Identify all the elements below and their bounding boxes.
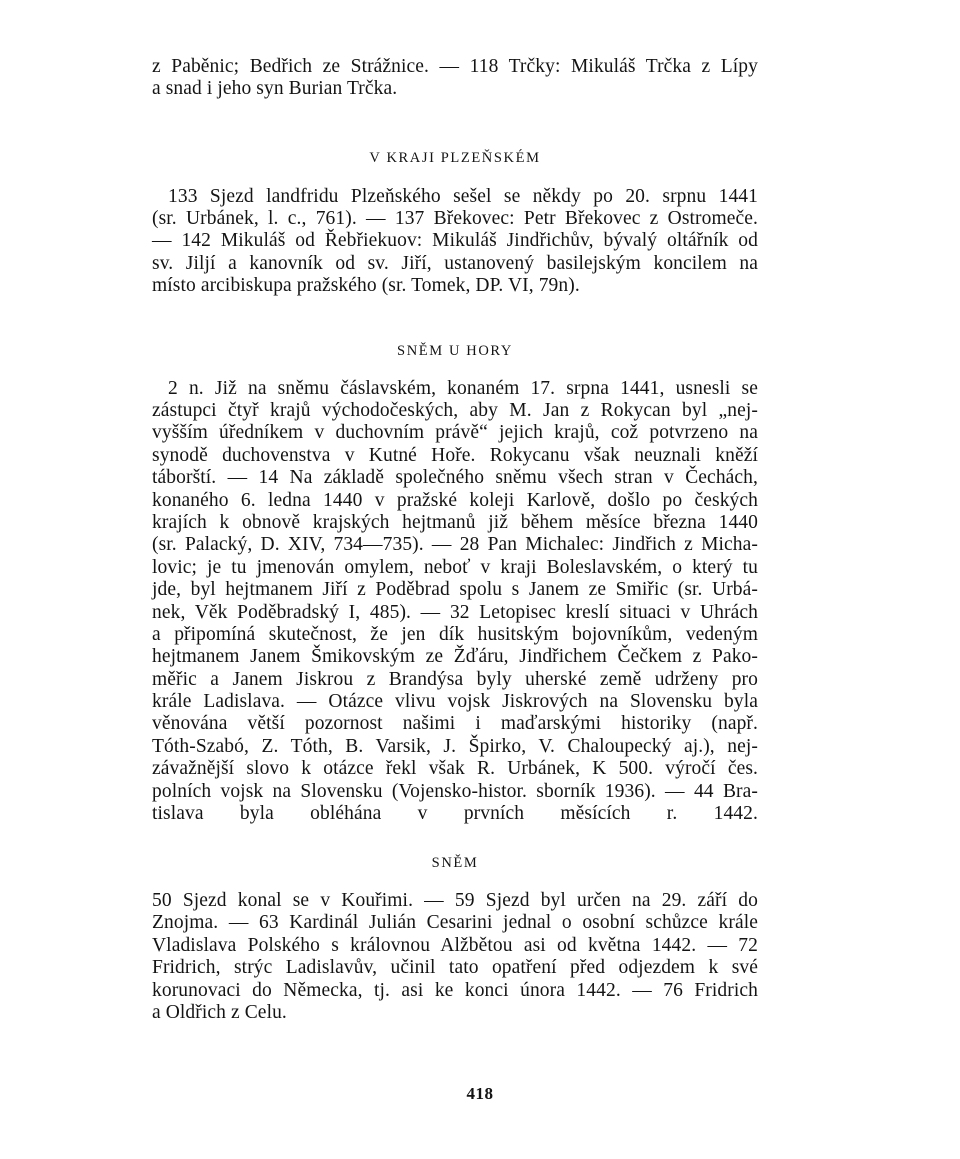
text-line: táborští. — 14 Na základě společného sněmu všech stran v Čechách, (152, 467, 758, 489)
paragraph-snem-u-hory-cont (152, 400, 758, 825)
continuation-paragraph (152, 56, 758, 101)
text-line: a snad i jeho syn Burian Trčka. (152, 78, 398, 100)
paragraph-snem-u-hory (168, 378, 758, 400)
text-line: a připomíná skutečnost, že jen dík husitským bojovníkům, vedeným (152, 623, 758, 645)
text-line: 133 Sjezd landfridu Plzeňského sešel se někdy po 20. srpnu 1441 (168, 186, 758, 207)
text-line: (sr. Palacký, D. XIV, 734—735). — 28 Pan Michalec: Jindřich z Micha- (152, 534, 758, 556)
text-line: konaného 6. ledna 1440 v pražské koleji Karlově, došlo po českých (152, 489, 758, 511)
text-line: z Paběnic; Bedřich ze Strážnice. — 118 Trčky: Mikuláš Trčka z Lípy (152, 56, 758, 77)
text-line: hejtmanem Janem Šmikovským ze Žďáru, Jindřichem Čečkem z Pako- (152, 646, 758, 668)
text-line: místo arcibiskupa pražského (sr. Tomek, DP. VI, 79n). (152, 275, 580, 297)
text-line: nek, Věk Poděbradský I, 485). — 32 Letopisec kreslí situaci v Uhrách (152, 601, 758, 623)
text-line: — 142 Mikuláš od Řebřiekuov: Mikuláš Jindřichův, bývalý oltářník od (152, 230, 758, 252)
text-line: krajích k obnově krajských hejtmanů již během měsíce března 1440 (152, 511, 758, 533)
text-line: synodě duchovenstva v Kutné Hoře. Rokycanu však neuznali kněží (152, 444, 758, 466)
text-line: lovic; je tu jmenován omylem, neboť v kraji Boleslavském, o který tu (152, 556, 758, 578)
text-line: Znojma. — 63 Kardinál Julián Cesarini jednal o osobní schůzce krále (152, 912, 758, 934)
text-line: Vladislava Polského s královnou Alžbětou asi od května 1442. — 72 (152, 934, 758, 956)
text-line: měřic a Janem Jiskrou z Brandýsa byly uherské země udrženy pro (152, 668, 758, 690)
text-line: 2 n. Již na sněmu čáslavském, konaném 17. srpna 1441, usnesli se (168, 378, 758, 399)
text-line: jde, byl hejtmanem Jiří z Poděbrad spolu s Janem ze Smiřic (sr. Urbá- (152, 579, 758, 601)
paragraph-plzensko (168, 186, 758, 208)
text-line: a Oldřich z Celu. (152, 1001, 287, 1023)
text-line: vyšším úředníkem v duchovním právě“ jejich krajů, což potvrzeno na (152, 422, 758, 444)
text-line: Fridrich, strýc Ladislavův, učinil tato opatření před odjezdem k své (152, 957, 758, 979)
text-line: korunovaci do Německa, tj. asi ke konci února 1442. — 76 Fridrich (152, 979, 758, 1001)
text-line: tislava byla obléhána v prvních měsících r. 1442. (152, 803, 758, 825)
section-heading-snem: SNĚM (431, 855, 479, 871)
text-line: (sr. Urbánek, l. c., 761). — 137 Břekovec: Petr Břekovec z Ostromeče. (152, 208, 758, 229)
section-heading-snem-u-hory: SNĚM U HORY (397, 343, 513, 359)
paragraph-snem (152, 890, 758, 1024)
text-line: zástupci čtyř krajů východočeských, aby M. Jan z Rokycan byl „nej- (152, 400, 758, 421)
text-line: polních vojsk na Slovensku (Vojensko-histor. sborník 1936). — 44 Bra- (152, 780, 758, 802)
text-line: věnována větší pozornost našimi i maďarskými historiky (např. (152, 713, 758, 735)
text-line: 50 Sjezd konal se v Kouřimi. — 59 Sjezd byl určen na 29. září do (152, 890, 758, 911)
text-line: závažnější slovo k otázce řekl však R. Urbánek, K 500. výročí čes. (152, 758, 758, 780)
text-line: Tóth-Szabó, Z. Tóth, B. Varsik, J. Špirko, V. Chaloupecký aj.), nej- (152, 735, 758, 757)
paragraph-plzensko-cont (152, 208, 758, 298)
text-line: sv. Jiljí a kanovník od sv. Jiří, ustanovený basilejským koncilem na (152, 252, 758, 274)
page-number: 418 (466, 1084, 494, 1103)
section-heading-plzensko: V KRAJI PLZEŇSKÉM (369, 150, 541, 166)
text-line: krále Ladislava. — Otázce vlivu vojsk Jiskrových na Slovensku byla (152, 691, 758, 713)
